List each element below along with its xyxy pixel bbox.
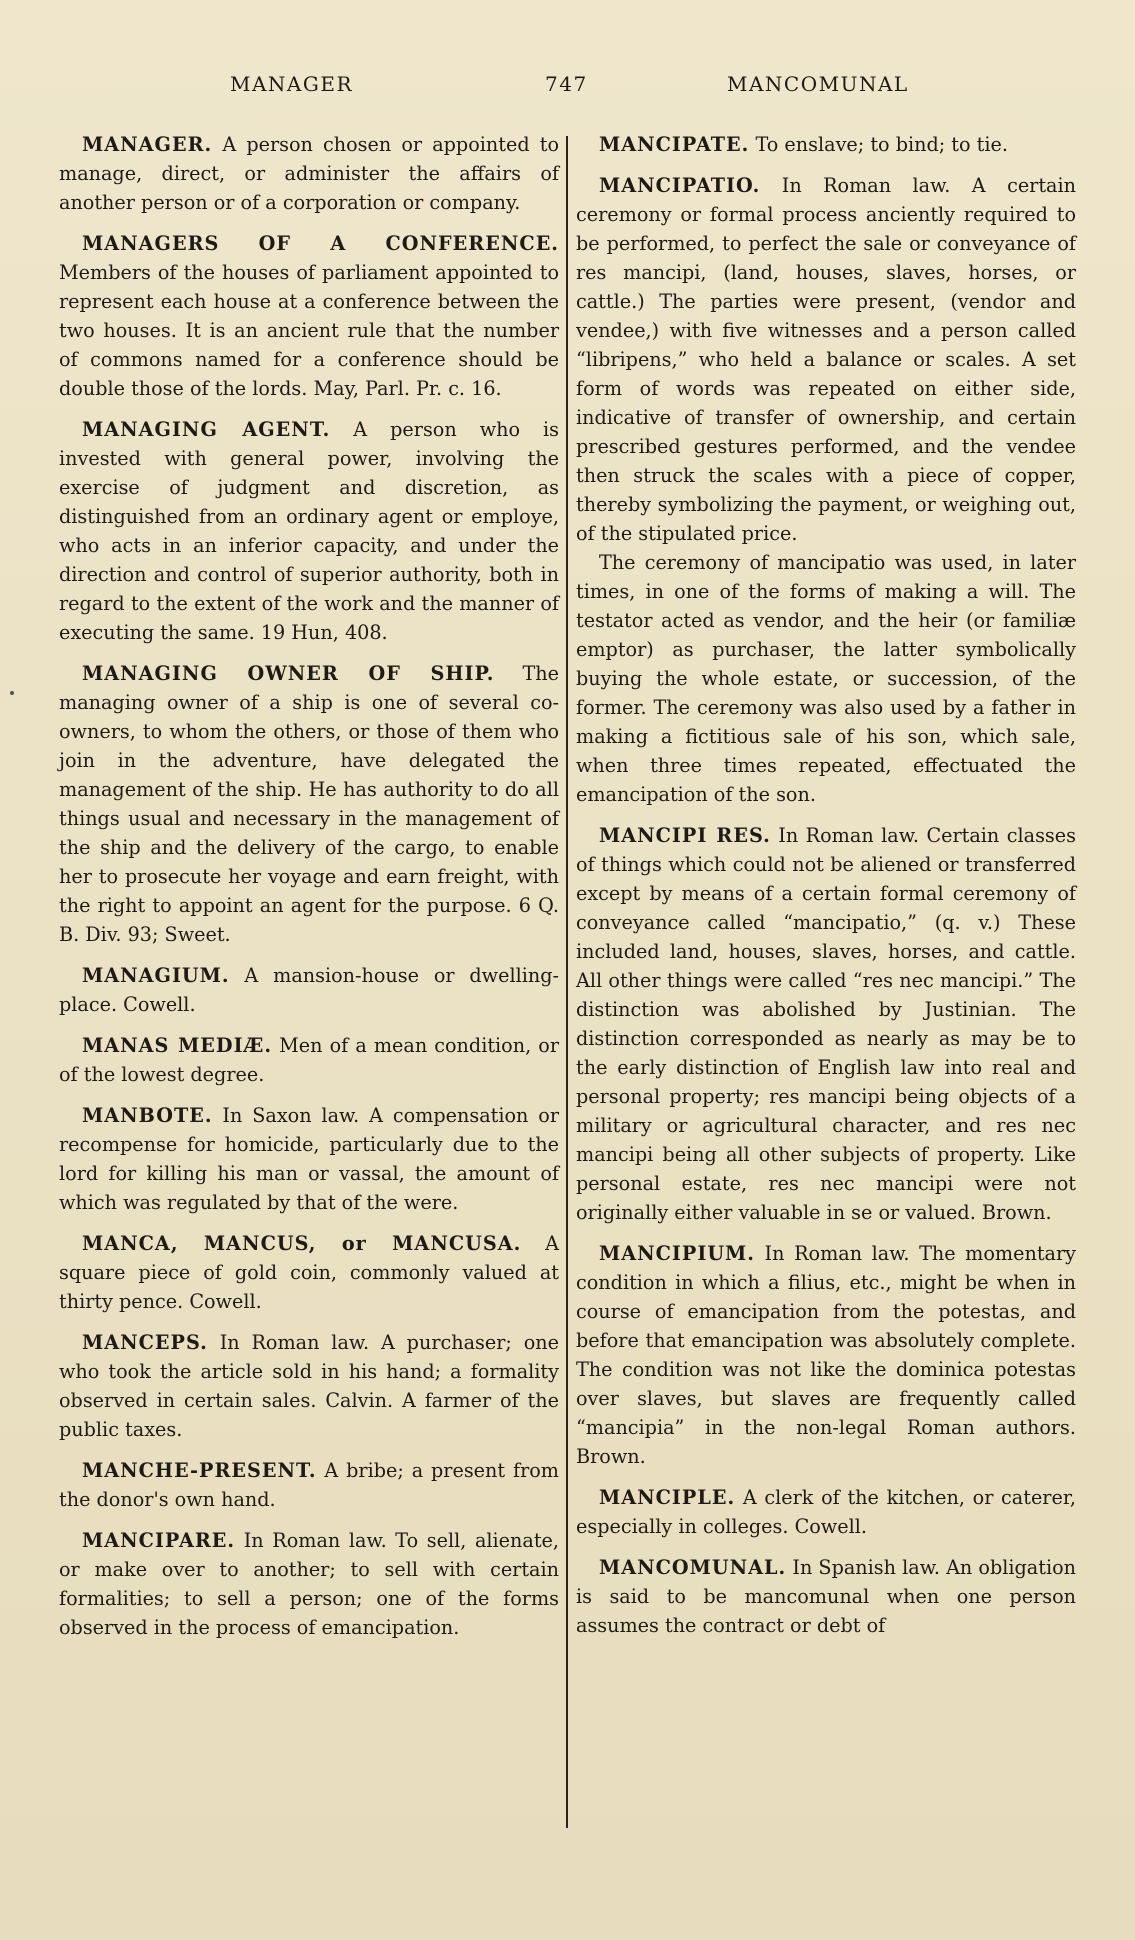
entry-definition: A clerk of the kitchen, or caterer, especially in colleges. Cowell. (576, 1486, 1076, 1538)
entry (59, 1328, 559, 1444)
entry-definition: A bribe; a present from the donor's own hand. (59, 1459, 559, 1511)
entry (59, 1456, 559, 1514)
entry (59, 1101, 559, 1217)
entry-term: MANCIPARE. (82, 1529, 236, 1552)
right-column (576, 130, 1076, 1652)
entry-definition: A person chosen or appointed to manage, direct, or administer the affairs of another person or of a corporation or company. (59, 133, 559, 214)
margin-mark (10, 691, 14, 695)
entry-term: MANCEPS. (82, 1331, 208, 1354)
entry-term: MANAGING AGENT. (82, 418, 331, 441)
entry-definition: Members of the houses of parliament appointed to represent each house at a conference between the two houses. It is an ancient rule that the number of commons named for a conference should be double those of the lords. May, Parl. Pr. c. 16. (59, 261, 559, 400)
entry-continuation (576, 548, 1076, 809)
left-column (59, 130, 559, 1654)
entry-definition: A mansion-house or dwelling-place. Cowell. (59, 964, 559, 1016)
page-number: 747 (545, 72, 588, 96)
entry-definition: The ceremony of mancipatio was used, in later times, in one of the forms of making a will. The testator acted as vendor, and the heir (or familiæ emptor) as purchaser, the latter symbolically buying the whole estate, or succession, of the former. The ceremony was also used by a father in making a fictitious sale of his son, which sale, when three times repeated, effectuated the emancipation of the son. (576, 551, 1076, 806)
entry-term: MANCIPATIO. (599, 174, 761, 197)
entry-definition: In Spanish law. An obligation is said to be mancomunal when one person assumes the contract or debt of (576, 1556, 1076, 1637)
entry (59, 229, 559, 403)
entry (576, 1239, 1076, 1471)
entry (59, 1526, 559, 1642)
header-first-term: MANAGER (230, 72, 353, 96)
entry-term: MANAGER. (82, 133, 213, 156)
entry-definition: Men of a mean condition, or of the lowest degree. (59, 1034, 559, 1086)
entry (576, 1483, 1076, 1541)
entry (59, 130, 559, 217)
entry-term: MANCOMUNAL. (599, 1556, 787, 1579)
column-divider (566, 136, 568, 1828)
entry-term: MANAGIUM. (82, 964, 230, 987)
entry-definition: In Roman law. A purchaser; one who took the article sold in his hand; a formality observed in certain sales. Calvin. A farmer of the public taxes. (59, 1331, 559, 1441)
entry-term: MANCHE-PRESENT. (82, 1459, 317, 1482)
entry (59, 961, 559, 1019)
entry (59, 1031, 559, 1089)
entry-definition: The managing owner of a ship is one of several co-owners, to whom the others, or those of them who join in the adventure, have delegated the management of the ship. He has authority to do all things usual and necessary in the management of the ship and the delivery of the cargo, to enable her to prosecute her voyage and earn freight, with the right to appoint an agent for the purpose. 6 Q. B. Div. 93; Sweet. (59, 662, 559, 946)
entry-definition: A person who is invested with general power, involving the exercise of judgment and discretion, as distinguished from an ordinary agent or employe, who acts in an inferior capacity, and under the direction and control of superior authority, both in regard to the extent of the work and the manner of executing the same. 19 Hun, 408. (59, 418, 559, 644)
entry-definition: A square piece of gold coin, commonly valued at thirty pence. Cowell. (59, 1232, 559, 1313)
entry (59, 1229, 559, 1316)
entry (576, 171, 1076, 548)
entry-definition: In Roman law. The momentary condition in which a filius, etc., might be when in course of emancipation from the potestas, and before that emancipation was absolutely complete. The condition was not like the dominica potestas over slaves, but slaves are frequently called “mancipia” in the non-legal Roman authors. Brown. (576, 1242, 1076, 1468)
entry-definition: In Roman law. A certain ceremony or formal process anciently required to be performed, to perfect the sale or conveyance of res mancipi, (land, houses, slaves, horses, or cattle.) The parties were present, (vendor and vendee,) with five witnesses and a person called “libripens,” who held a balance or scales. A set form of words was repeated on either side, indicative of transfer of ownership, and certain prescribed gestures performed, and the vendee then struck the scales with a piece of copper, thereby symbolizing the payment, or weighing out, of the stipulated price. (576, 174, 1076, 545)
entry-definition: In Roman law. To sell, alienate, or make over to another; to sell with certain formalities; to sell a person; one of the forms observed in the process of emancipation. (59, 1529, 559, 1639)
entry-term: MANAGERS OF A CONFERENCE. (82, 232, 559, 255)
entry-term: MANBOTE. (82, 1104, 213, 1127)
entry-definition: To enslave; to bind; to tie. (749, 133, 1008, 156)
entry-term: MANCA, MANCUS, or MANCUSA. (82, 1232, 522, 1255)
entry-term: MANCIPIUM. (599, 1242, 755, 1265)
header-last-term: MANCOMUNAL (727, 72, 909, 96)
entry (576, 821, 1076, 1227)
entry-definition: In Saxon law. A compensation or recompense for homicide, particularly due to the lord for killing his man or vassal, the amount of which was regulated by that of the were. (59, 1104, 559, 1214)
entry (576, 130, 1076, 159)
entry-term: MANAS MEDIÆ. (82, 1034, 273, 1057)
entry-term: MANCIPLE. (599, 1486, 736, 1509)
entry-definition: In Roman law. Certain classes of things which could not be aliened or transferred except by means of a certain formal ceremony of conveyance called “mancipatio,” (q. v.) These included land, houses, slaves, horses, and cattle. All other things were called “res nec mancipi.” The distinction was abolished by Justinian. The distinction corresponded as nearly as may be to the early distinction of English law into real and personal property; res mancipi being objects of a military or agricultural character, and res nec mancipi being all other subjects of property. Like personal estate, res nec mancipi were not originally either valuable in se or valued. Brown. (576, 824, 1076, 1224)
entry (576, 1553, 1076, 1640)
entry-term: MANCIPATE. (599, 133, 750, 156)
running-header (0, 72, 1135, 102)
entry-term: MANAGING OWNER OF SHIP. (82, 662, 495, 685)
entry-term: MANCIPI RES. (599, 824, 771, 847)
entry (59, 659, 559, 949)
entry (59, 415, 559, 647)
